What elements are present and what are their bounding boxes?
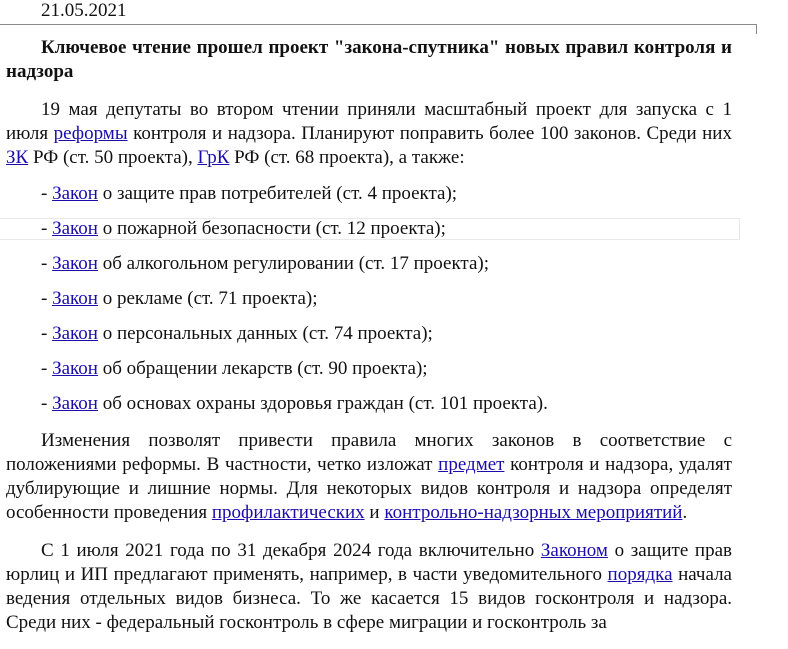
link-grk[interactable]: ГрК [197,147,230,168]
law-link[interactable]: Закон [52,183,98,204]
intro-text-2: контроля и надзора. Планируют поправить более 100 законов. Среди них [127,123,732,144]
para3-text-1: С 1 июля 2021 года по 31 декабря 2024 года включительно [41,540,541,561]
list-dash: - [41,218,53,239]
law-link[interactable]: Закон [52,218,98,239]
list-item [6,183,732,205]
transition-paragraph [6,539,732,635]
law-link[interactable]: Закон [52,288,98,309]
link-reform[interactable]: реформы [53,123,128,144]
article-date: 21.05.2021 [41,0,127,21]
link-control-measures[interactable]: контрольно-надзорных мероприятий [384,502,683,523]
list-dash: - [41,323,53,344]
law-list [6,183,732,415]
list-item-text: об алкогольном регулировании (ст. 17 проекта); [97,253,489,274]
list-item [6,288,732,310]
list-item [6,218,732,240]
law-link[interactable]: Закон [52,253,98,274]
para2-text-1: Изменения позволят привести правила многих законов в соответствие с положениями реформы. В частности, четко изложат [6,430,732,475]
list-item-text: об основах охраны здоровья граждан (ст. 101 проекта). [97,393,548,414]
law-link[interactable]: Закон [52,393,98,414]
article-title: Ключевое чтение прошел проект "закона-спутника" новых правил контроля и надзора [6,37,732,82]
list-item-text: об обращении лекарств (ст. 90 проекта); [97,358,428,379]
list-item-text: о пожарной безопасности (ст. 12 проекта); [97,218,446,239]
link-zk[interactable]: ЗК [6,147,29,168]
list-item-text: о защите прав потребителей (ст. 4 проекта); [97,183,458,204]
list-item [6,393,732,415]
para3-text-2: о защите прав юрлиц и ИП предлагают применять, например, в части уведомительного [6,540,732,585]
list-item [6,253,732,275]
link-procedure[interactable]: порядка [607,564,673,585]
law-link[interactable]: Закон [52,358,98,379]
list-dash: - [41,358,53,379]
link-preventive[interactable]: профилактических [211,502,365,523]
list-dash: - [41,253,53,274]
intro-text-1: 19 мая депутаты во втором чтении приняли масштабный проект для запуска с 1 июля [6,99,732,144]
law-link[interactable]: Закон [52,323,98,344]
list-item [6,323,732,345]
top-divider-edge [756,24,757,34]
intro-paragraph [6,98,732,170]
link-subject[interactable]: предмет [438,454,505,475]
article [6,0,732,635]
para3-text-3: начала ведения отдельных видов бизнеса. То же касается 15 видов госконтроля и надзора. Среди них - федеральный госконтроль в сфере миграции и госконтроль за [6,564,732,633]
para2-text-2: контроля и надзора, удалят дублирующие и лишние нормы. Для некоторых видов контроля и надзора определят особенности проведения [6,454,732,523]
changes-paragraph [6,429,732,525]
list-item-text: о рекламе (ст. 71 проекта); [97,288,318,309]
list-item-text: о персональных данных (ст. 74 проекта); [97,323,433,344]
link-law[interactable]: Законом [540,540,608,561]
list-item [6,358,732,380]
list-dash: - [41,393,53,414]
intro-text-3: РФ (ст. 50 проекта), [28,147,198,168]
intro-text-4: РФ (ст. 68 проекта), а также: [229,147,465,168]
list-dash: - [41,183,53,204]
list-dash: - [41,288,53,309]
para2-text-4: . [682,502,688,523]
para2-text-3: и [364,502,385,523]
